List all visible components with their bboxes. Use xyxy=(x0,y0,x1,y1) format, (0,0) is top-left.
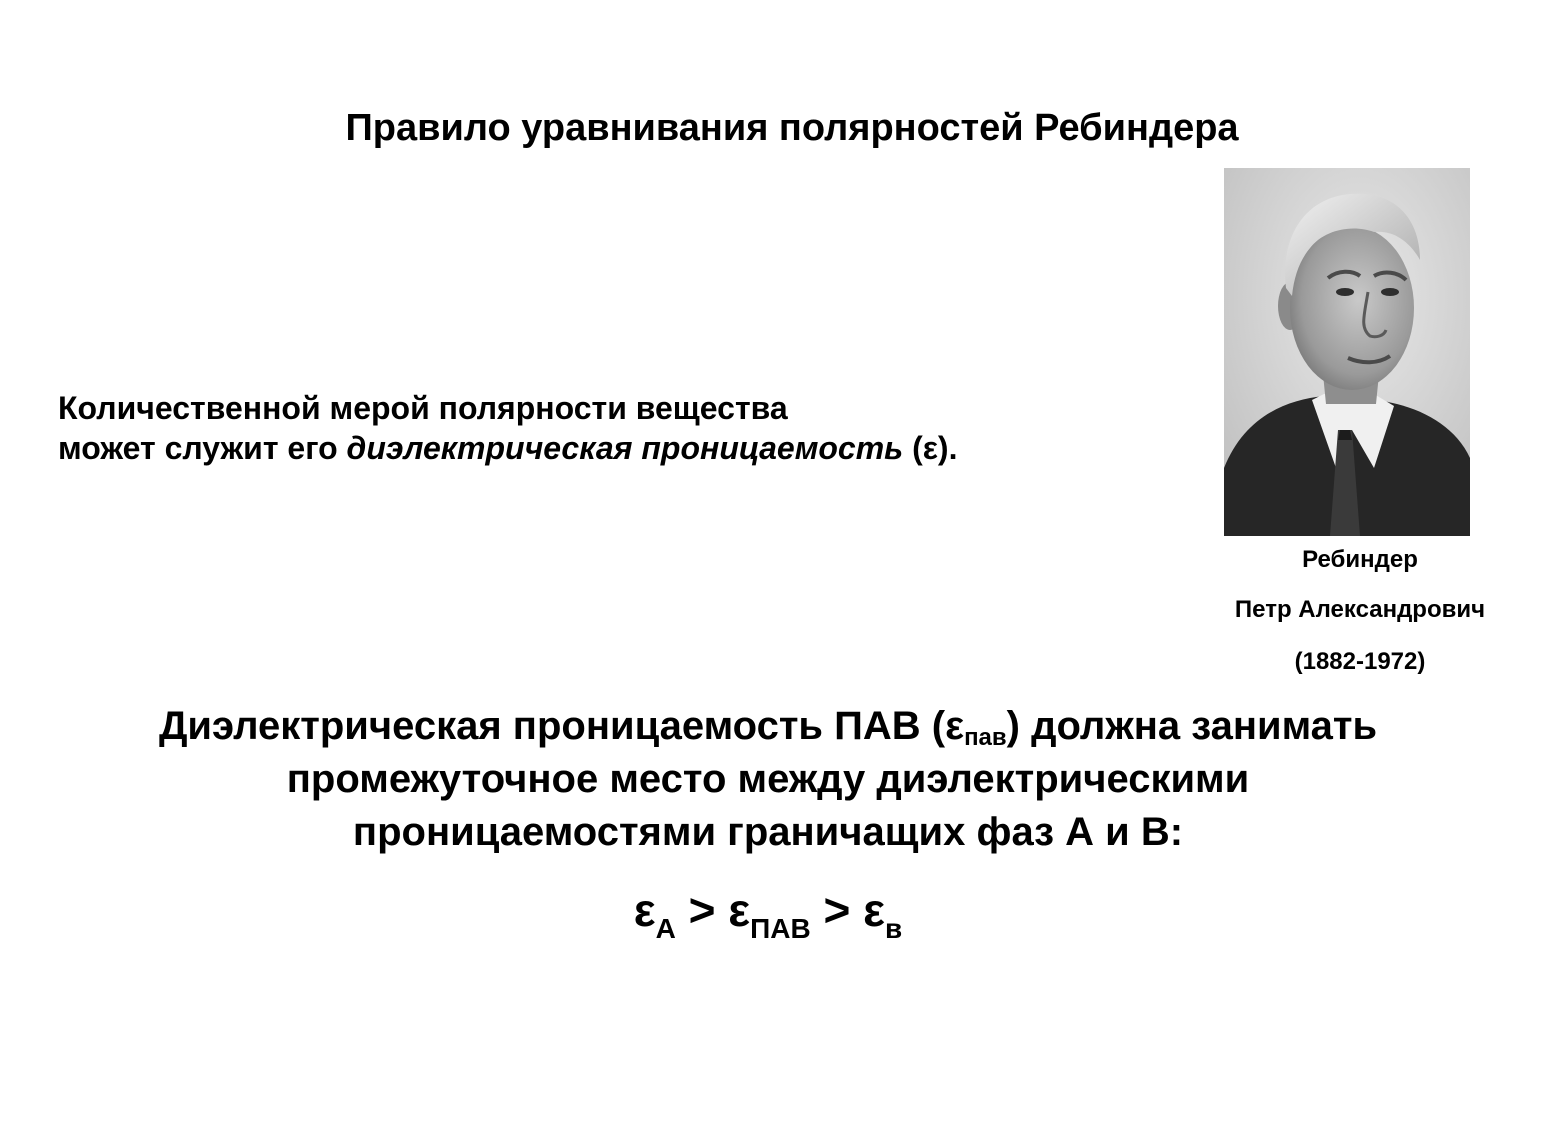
dielectric-permittivity-term: диэлектрическая проницаемость xyxy=(346,430,904,466)
main-statement xyxy=(0,700,1536,859)
intro-line-2-prefix: может служит его xyxy=(58,430,347,466)
portrait-photo xyxy=(1224,168,1470,536)
formula-subscript-b: в xyxy=(885,913,903,944)
page-title: Правило уравнивания полярностей Ребиндера xyxy=(345,107,1239,149)
intro-text xyxy=(58,388,957,468)
intro-line-1: Количественной мерой полярности вещества xyxy=(58,390,788,426)
formula-operator-1: > xyxy=(675,884,729,936)
formula-epsilon-a: ε xyxy=(633,884,656,936)
portrait-caption-full-name: Петр Александрович xyxy=(1234,596,1486,623)
portrait-caption-name: Ребиндер xyxy=(1302,546,1418,573)
statement-line-1-prefix: Диэлектрическая проницаемость ПАВ (ε xyxy=(158,704,965,748)
statement-subscript-pav: пав xyxy=(964,724,1007,751)
formula-subscript-pav: ПАВ xyxy=(750,913,811,944)
statement-line-1 xyxy=(0,700,1536,753)
statement-line-3: проницаемостями граничащих фаз А и В: xyxy=(352,810,1184,854)
intro-line-2-suffix: (ε). xyxy=(903,430,958,466)
portrait-illustration xyxy=(1224,168,1470,536)
permittivity-inequality xyxy=(0,880,1536,944)
intro-line-2 xyxy=(58,428,957,468)
formula-operator-2: > xyxy=(810,884,864,936)
formula-epsilon-pav: ε xyxy=(728,884,751,936)
formula-epsilon-b: ε xyxy=(863,884,885,936)
statement-line-1-suffix: ) должна занимать xyxy=(1006,704,1378,748)
formula-subscript-a: А xyxy=(655,913,676,944)
portrait-caption-years: (1882-1972) xyxy=(1294,648,1426,675)
statement-line-2: промежуточное место между диэлектрическими xyxy=(286,757,1250,801)
